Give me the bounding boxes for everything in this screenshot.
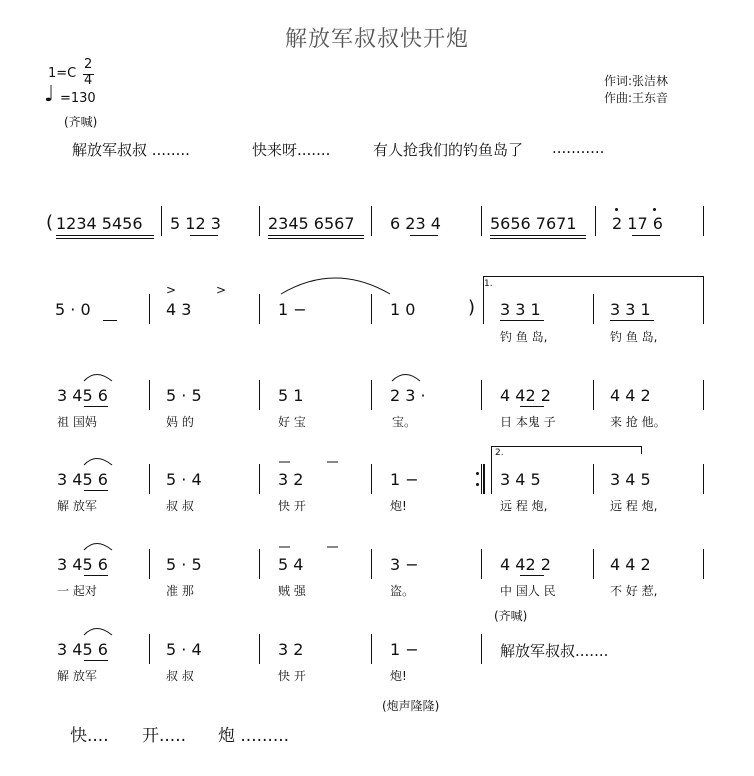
tie-r2 [281, 278, 390, 294]
lyric-r5-1: 一 起对 [57, 584, 97, 598]
slur-r5-1 [84, 544, 112, 551]
lyric-r6-2: 叔 叔 [166, 669, 194, 683]
notes-r5-3: 5 4 [278, 555, 304, 574]
measure-r2-1: 5 · 0 [55, 300, 91, 319]
lyric-r5-4: 盗。 [390, 584, 415, 598]
measure-r1-1: 1234 5456 [56, 214, 143, 233]
notes-r6-1: 3 45 6 [57, 640, 108, 659]
notes-r4-1: 3 45 6 [57, 470, 108, 489]
final-chant-1: 快.... [70, 726, 109, 746]
notes-r3-5: 4 42 2 [500, 386, 551, 405]
lyric-r2-1: 钓 鱼 岛, [500, 330, 548, 344]
notes-r5-4: 3 − [390, 555, 419, 574]
measure-r2-4: 1 0 [390, 300, 416, 319]
notes-r5-1: 3 45 6 [57, 555, 108, 574]
slur-r6-1 [84, 629, 112, 636]
slur-r3-1 [84, 375, 112, 382]
volta-1-label: 1. [484, 279, 493, 289]
notes-r5-6: 4 4 2 [610, 555, 651, 574]
lyric-r4-1: 解 放军 [57, 499, 97, 513]
measure-r1-6: 2 17 6 [612, 214, 663, 233]
notes-r4-2: 5 · 4 [166, 470, 202, 489]
song-title: 解放军叔叔快开炮 [284, 27, 469, 52]
final-chant-2: 开..... [142, 726, 187, 746]
lyric-r3-6: 来 抢 他。 [610, 415, 666, 429]
volta-2-label: 2. [495, 448, 504, 458]
lyric-r5-6: 不 好 惹, [610, 584, 658, 598]
notes-r3-3: 5 1 [278, 386, 304, 405]
quarter-note-icon: ♩ [44, 82, 55, 107]
notes-r3-2: 5 · 5 [166, 386, 202, 405]
chorus-direction-2: (齐喊) [494, 609, 528, 623]
song-r2-2: 3 3 1 [610, 300, 651, 319]
open-paren: ( [46, 212, 54, 233]
intro-chant-4: ........... [552, 139, 605, 157]
intro-chant-1: 解放军叔叔 ........ [72, 141, 190, 159]
lyric-r3-1: 祖 国妈 [57, 415, 97, 429]
time-signature-bottom: 4 [84, 73, 93, 88]
time-signature-top: 2 [84, 57, 93, 72]
close-paren: ) [468, 297, 476, 318]
lyric-r6-3: 快 开 [278, 669, 306, 683]
lyric-r4-3: 快 开 [278, 499, 306, 513]
lyric-r5-5: 中 国人 民 [500, 584, 556, 598]
slur-r4-1 [84, 459, 112, 466]
lyric-r3-2: 妈 的 [166, 415, 194, 429]
notes-r5-5: 4 42 2 [500, 555, 551, 574]
lyric-r2-2: 钓 鱼 岛, [610, 330, 658, 344]
notes-r4-6: 3 4 5 [610, 470, 651, 489]
notes-r4-3: 3 2 [278, 470, 304, 489]
notes-r3-6: 4 4 2 [610, 386, 651, 405]
chorus-direction: (齐喊) [64, 115, 98, 129]
notes-r6-3: 3 2 [278, 640, 304, 659]
composer-credit: 作曲:王东音 [604, 91, 669, 105]
cannon-direction: (炮声隆隆) [382, 699, 440, 713]
lyric-r3-3: 好 宝 [278, 415, 306, 429]
notes-r4-4: 1 − [390, 470, 419, 489]
lyric-r5-2: 准 那 [166, 584, 194, 598]
lyric-r4-6: 远 程 炮, [610, 499, 658, 513]
measure-r1-5: 5656 7671 [490, 214, 577, 233]
measure-r1-4: 6 23 4 [390, 214, 441, 233]
lyric-r6-1: 解 放军 [57, 669, 97, 683]
lyric-r5-3: 贼 强 [278, 584, 306, 598]
key-signature: 1=C [48, 66, 77, 81]
notes-r3-4: 2 3 · [390, 386, 426, 405]
measure-r2-3: 1 − [278, 300, 307, 319]
notes-r4-5: 3 4 5 [500, 470, 541, 489]
final-chant-3: 炮 ......... [218, 726, 290, 746]
tempo-value: =130 [60, 91, 96, 106]
intro-chant-3: 有人抢我们的钓鱼岛了 [373, 141, 524, 159]
notes-r3-1: 3 45 6 [57, 386, 108, 405]
lyric-r6-4: 炮! [390, 669, 407, 683]
notes-r6-4: 1 − [390, 640, 419, 659]
lyric-r3-4: 宝。 [392, 415, 417, 429]
intro-chant-2: 快来呀....... [252, 141, 331, 159]
accent-mark: > [166, 283, 177, 297]
measure-r1-3: 2345 6567 [268, 214, 355, 233]
measure-r2-2: 4 3 [166, 300, 192, 319]
lyric-r4-2: 叔 叔 [166, 499, 194, 513]
song-r2-1: 3 3 1 [500, 300, 541, 319]
row6-chant: 解放军叔叔....... [500, 642, 609, 660]
notes-r5-2: 5 · 5 [166, 555, 202, 574]
lyric-r3-5: 日 本鬼 子 [500, 415, 556, 429]
accent-mark: > [216, 283, 227, 297]
measure-r1-2: 5 12 3 [170, 214, 221, 233]
lyricist-credit: 作词:张洁林 [604, 74, 669, 88]
lyric-r4-4: 炮! [390, 499, 407, 513]
notes-r6-2: 5 · 4 [166, 640, 202, 659]
slur-r3-4 [392, 375, 420, 382]
lyric-r4-5: 远 程 炮, [500, 499, 548, 513]
